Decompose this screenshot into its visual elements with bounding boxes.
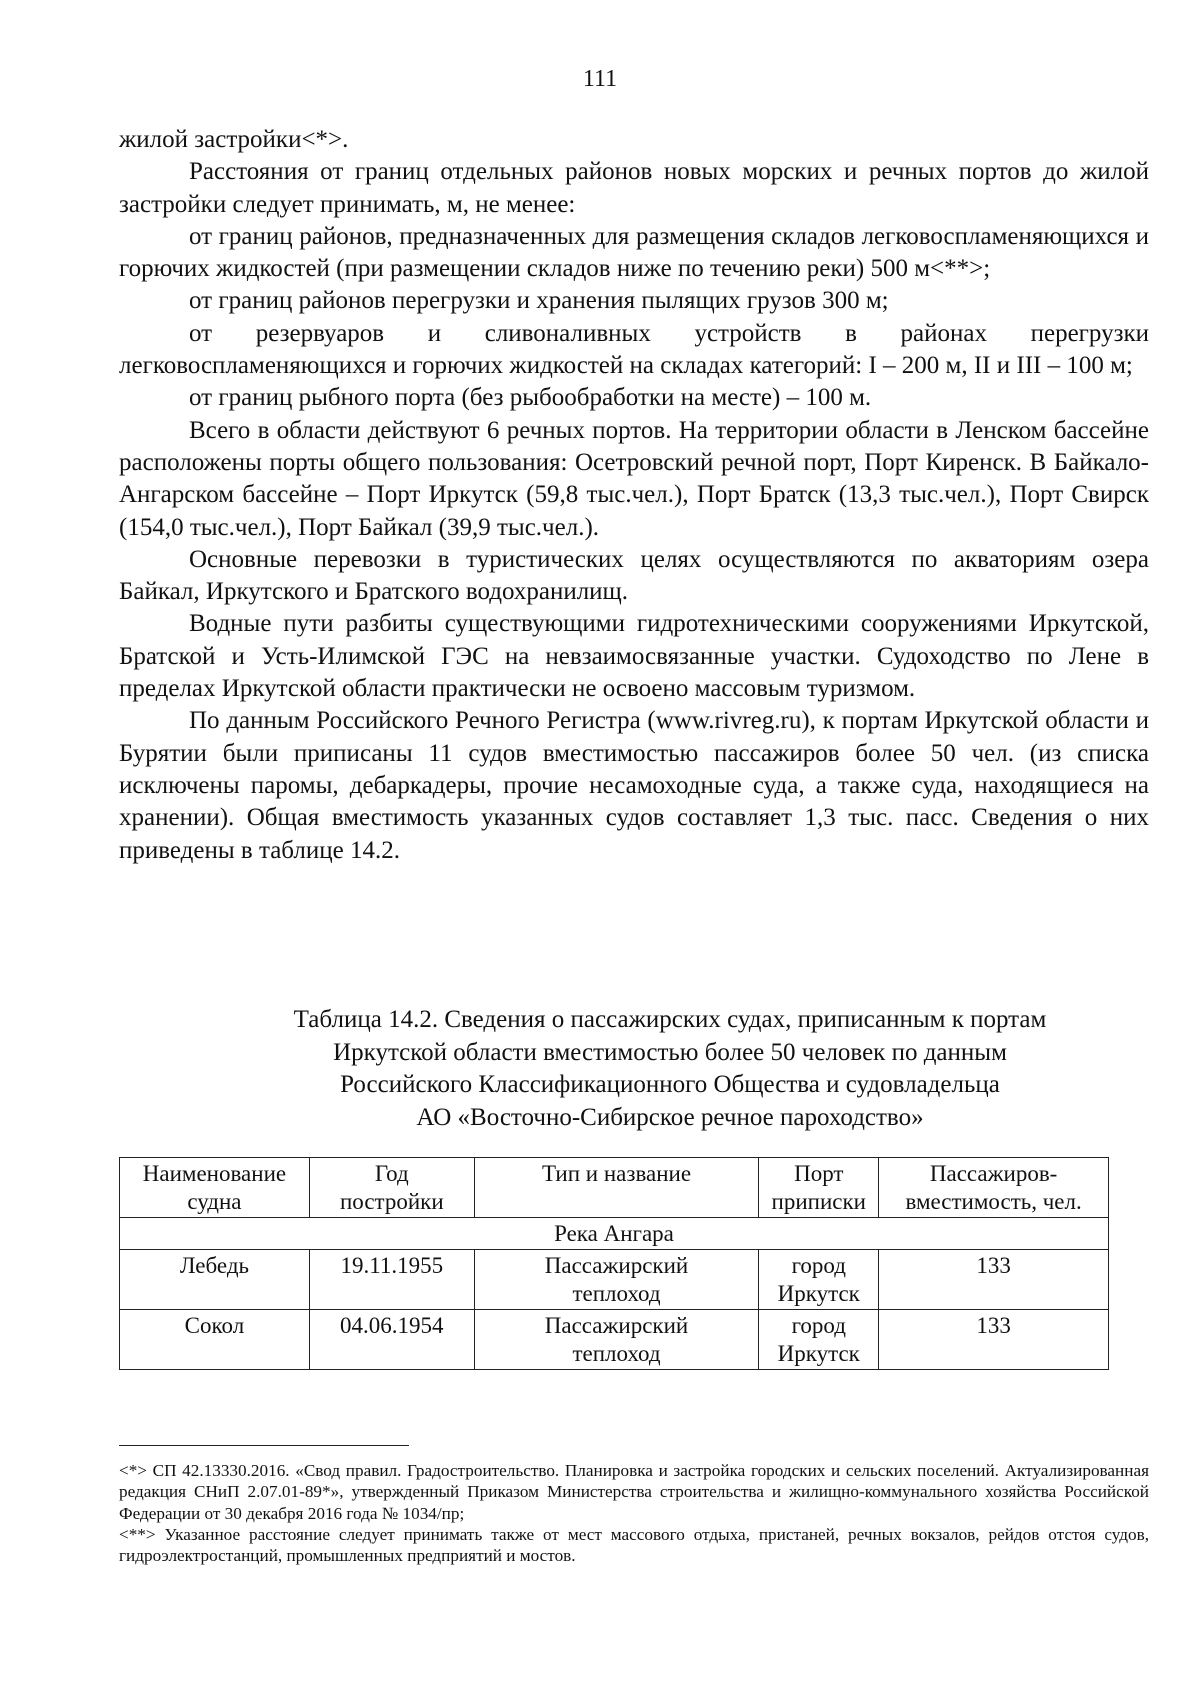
footnote: <**> Указанное расстояние следует принимать также от мест массового отдыха, пристаней, речных вокзалов, рейдов отстоя судов, гидроэлектростанций, промышленных предприятий и мостов. (119, 1524, 1149, 1566)
paragraph: Всего в области действуют 6 речных портов. На территории области в Ленском бассейне расположены порты общего пользования: Осетровский речной порт, Порт Киренск. В Байкало-Ангарском бассейне – Порт Иркутск (59,8 тыс.чел.), Порт Братск (13,3 тыс.чел.), Порт Свирск (154,0 тыс.чел.), Порт Байкал (39,9 тыс.чел.). (119, 416, 1149, 541)
section-label: Река Ангара (120, 1218, 1109, 1250)
caption-line: Российского Классификационного Общества и судовладельца (340, 1071, 1000, 1098)
table-section-row (120, 1218, 1109, 1250)
caption-line: Иркутской области вместимостью более 50 человек по данным (333, 1038, 1007, 1066)
table-row (120, 1310, 1109, 1370)
table-row (120, 1250, 1109, 1310)
cell-home-port: город Иркутск (759, 1250, 879, 1310)
paragraph: от границ районов, предназначенных для размещения складов легковоспламеняющихся и горючих жидкостей (при размещении складов ниже по течению реки) 500 м<**>; (119, 222, 1149, 283)
caption-line: Таблица 14.2. Сведения о пассажирских судах, приписанным к портам (293, 1006, 1047, 1033)
paragraph: жилой застройки<*>. (119, 126, 349, 153)
cell-build-year: 19.11.1955 (309, 1250, 474, 1310)
ships-table (119, 1157, 1109, 1370)
cell-home-port: город Иркутск (759, 1310, 879, 1370)
caption-line: АО «Восточно-Сибирское речное пароходство» (416, 1103, 924, 1131)
cell-capacity: 133 (879, 1310, 1109, 1370)
paragraph: от границ рыбного порта (без рыбообработки на месте) – 100 м. (189, 384, 872, 412)
page-number: 111 (582, 66, 618, 92)
header-type: Тип и название (474, 1158, 759, 1218)
table-caption (190, 1004, 1150, 1134)
table-header-row (120, 1158, 1109, 1218)
header-ship-name: Наименование судна (120, 1158, 310, 1218)
footnote: <*> СП 42.13330.2016. «Свод правил. Градостроительство. Планировка и застройка городских и сельских поселений. Актуализированная редакция СНиП 2.07.01-89*», утвержденный Приказом Министерства строительства и жилищно-коммунального хозяйства Российской Федерации от 30 декабря 2016 года № 1034/пр; (119, 1461, 1149, 1523)
cell-ship-name: Лебедь (120, 1250, 310, 1310)
cell-type: Пассажирский теплоход (474, 1310, 759, 1370)
cell-build-year: 04.06.1954 (309, 1310, 474, 1370)
body-text (119, 124, 1149, 867)
footnotes (119, 1460, 1149, 1566)
paragraph: По данным Российского Речного Регистра (www.rivreg.ru), к портам Иркутской области и Бурятии были приписаны 11 судов вместимостью пассажиров более 50 чел. (из списка исключены паромы, дебаркадеры, прочие несамоходные суда, а также суда, находящиеся на хранении). Общая вместимость указанных судов составляет 1,3 тыс. пасс. Сведения о них приведены в таблице 14.2. (119, 707, 1149, 864)
cell-ship-name: Сокол (120, 1310, 310, 1370)
header-home-port: Порт приписки (759, 1158, 879, 1218)
paragraph: от резервуаров и сливоналивных устройств в районах перегрузки легковоспламеняющихся и горючих жидкостей на складах категорий: I – 200 м, II и III – 100 м; (119, 319, 1149, 380)
footnote-divider (119, 1445, 409, 1446)
cell-type: Пассажирский теплоход (474, 1250, 759, 1310)
cell-capacity: 133 (879, 1250, 1109, 1310)
paragraph: от границ районов перегрузки и хранения пылящих грузов 300 м; (189, 287, 889, 315)
paragraph: Основные перевозки в туристических целях осуществляются по акваториям озера Байкал, Иркутского и Братского водохранилищ. (119, 545, 1149, 606)
header-build-year: Год постройки (309, 1158, 474, 1218)
paragraph: Расстояния от границ отдельных районов новых морских и речных портов до жилой застройки следует принимать, м, не менее: (119, 158, 1149, 218)
paragraph: Водные пути разбиты существующими гидротехническими сооружениями Иркутской, Братской и Усть-Илимской ГЭС на невзаимосвязанные участки. Судоходство по Лене в пределах Иркутской области практически не освоено массовым туризмом. (119, 610, 1149, 703)
header-capacity: Пассажиров- вместимость, чел. (879, 1158, 1109, 1218)
